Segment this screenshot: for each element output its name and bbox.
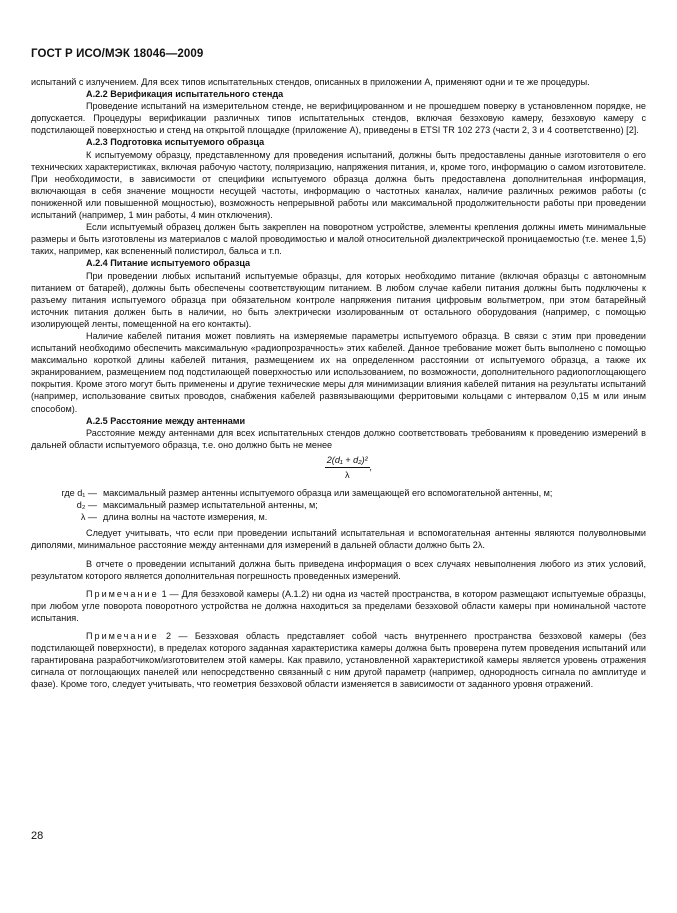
definition-text: максимальный размер испытательной антенны, м; — [103, 500, 318, 511]
note-label: Примечание — [86, 631, 159, 642]
section-a24-paragraph-1: При проведении любых испытаний испытуемые образцы, для которых необходимо питание (включая образцы с автономным питанием от батарей), должны быть обеспечены соответствующим питанием. В любом случае кабели питания должны быть подключены к разъему питания испытуемого образца при обязательном контроле напряжения питания цифровым вольтметром, при этом батарейный источник питания должен быть в наличии, но быть электрически изолированным от остального оборудования (например, с помощью изолирующей ленты, помещенной на его контакты). — [31, 270, 646, 329]
page-number: 28 — [31, 830, 44, 842]
formula-comma: , — [369, 461, 373, 472]
section-a25-paragraph-1: Расстояние между антеннами для всех испытательных стендов должно соответствовать требованиям к проведению измерений в дальней области испытуемого образца, т.е. оно должно быть не менее — [31, 427, 646, 450]
formula-fraction — [325, 454, 370, 481]
document-header: ГОСТ Р ИСО/МЭК 18046—2009 — [31, 48, 204, 60]
section-a25-paragraph-2: Следует учитывать, что если при проведении испытаний испытательная и вспомогательная антенны являются полуволновыми диполями, минимальное расстояние между антеннами для измерений в дальней области должно быть 2λ. — [31, 528, 646, 551]
note-2 — [31, 630, 646, 690]
definition-row — [31, 499, 646, 511]
section-a25-paragraph-3: В отчете о проведении испытаний должна быть приведена информация о всех случаях невыполнения любого из этих условий, результатом которого является дополнительная погрешность проведенных измерений. — [31, 558, 646, 581]
section-a22-heading: А.2.2 Верификация испытательного стенда — [86, 89, 284, 100]
section-a22-paragraph: Проведение испытаний на измерительном стенде, не верифицированном и не прошедшем поверку в установленном порядке, не допускается. Процедуры верификации различных типов испытательных стендов, включая безэховую камеру, безэховую камеру с подстилающей поверхностью и стенд на открытой площадке (приложение А), приведены в ETSI TR 102 273 (части 2, 3 и 4 соответственно) [2]. — [31, 101, 646, 136]
definition-term: λ — — [80, 512, 97, 523]
section-a25-heading: А.2.5 Расстояние между антеннами — [86, 415, 246, 426]
section-a23-heading: А.2.3 Подготовка испытуемого образца — [86, 137, 265, 148]
definition-term: d₂ — — [76, 500, 97, 511]
formula-numerator: 2(d₁ + d₂)² — [325, 454, 370, 468]
formula-denominator: λ — [344, 470, 350, 480]
section-a24-heading: А.2.4 Питание испытуемого образца — [86, 258, 251, 269]
note-text: 2 — Безэховая область представляет собой часть внутреннего пространства безэховой камеры (без подстилающей поверхности), в пределах которого заданная характеристика камеры должна быть проверена путем проведения испытаний или гарантирована разработчиком/изготовителем этой камеры. Как правило, установленной характеристикой камеры является уровень отражения сигнала от поглощающих панелей или непосредственно связанный с ним другой параметр (например, однородность сигнала по амплитуде и фазе). Кроме того, следует учитывать, что геометрия безэховой области изменяется в зависимости от заданного уровня отражений. — [31, 631, 646, 690]
definition-text: максимальный размер антенны испытуемого образца или замещающей его вспомогательной антенны, м; — [103, 488, 553, 499]
definition-text: длина волны на частоте измерения, м. — [103, 512, 268, 523]
section-a23-paragraph-2: Если испытуемый образец должен быть закреплен на поворотном устройстве, элементы крепления должны иметь минимальные размеры и быть изготовлены из материалов с малой проводимостью и малой относительной диэлектрической проницаемостью (т.е. менее 1,5) таких, например, как вспененный полистирол, бальса и т.п. — [31, 222, 646, 257]
definition-row — [31, 511, 646, 523]
section-a23-paragraph-1: К испытуемому образцу, представленному для проведения испытаний, должны быть предоставлены данные изготовителя о его технических характеристиках, включая рабочую частоту, поляризацию, напряжения питания, и, кроме того, информацию о самом изготовителе. При необходимости, в зависимости от специфики испытуемого образца должна быть предоставлена дополнительная информация, включающая в себя значение мощности несущей частоты, информацию о частотных каналах, наличие различных режимов работы (с пониженной или повышенной мощностью), возможность непрерывной работы или максимальной продолжительности работы при проведении испытаний (например, 1 мин работы, 4 мин отключения). — [31, 149, 646, 221]
note-label: Примечание — [86, 588, 159, 599]
page-content — [31, 76, 646, 691]
definition-row — [31, 487, 646, 499]
note-1 — [31, 588, 646, 624]
formula-definitions — [31, 487, 646, 523]
section-a24-paragraph-2: Наличие кабелей питания может повлиять на измеряемые параметры испытуемого образца. В связи с этим при проведении испытаний необходимо обеспечить максимальную «радиопрозрачность» этих кабелей. Данное требование может быть выполнено с помощью максимально короткой длины кабелей питания, размещением их на определенном расстоянии от испытуемого образца, а также их экранированием, размещением под подстилающей поверхностью или использованием, по возможности, дополнительного радиопоглощающего покрытия. Кроме этого могут быть применены и другие технические меры для минимизации влияния кабелей питания на результаты испытаний (например, использование свитых проводов, снабжения кабелей развязывающими ферритовыми кольцами с интервалом 0,15 м или иным способом). — [31, 330, 646, 414]
intro-paragraph: испытаний с излучением. Для всех типов испытательных стендов, описанных в приложении А, применяют одни и те же процедуры. — [31, 77, 590, 87]
definition-term: где d₁ — — [61, 488, 97, 499]
note-text: 1 — Для безэховой камеры (А.1.2) ни одна из частей пространства, в котором размещают испытуемые образцы, при любом угле поворота поворотного устройства не должна находиться за пределами безэховой области камеры при номинальной частоте испытания. — [31, 588, 646, 623]
distance-formula — [51, 454, 646, 481]
